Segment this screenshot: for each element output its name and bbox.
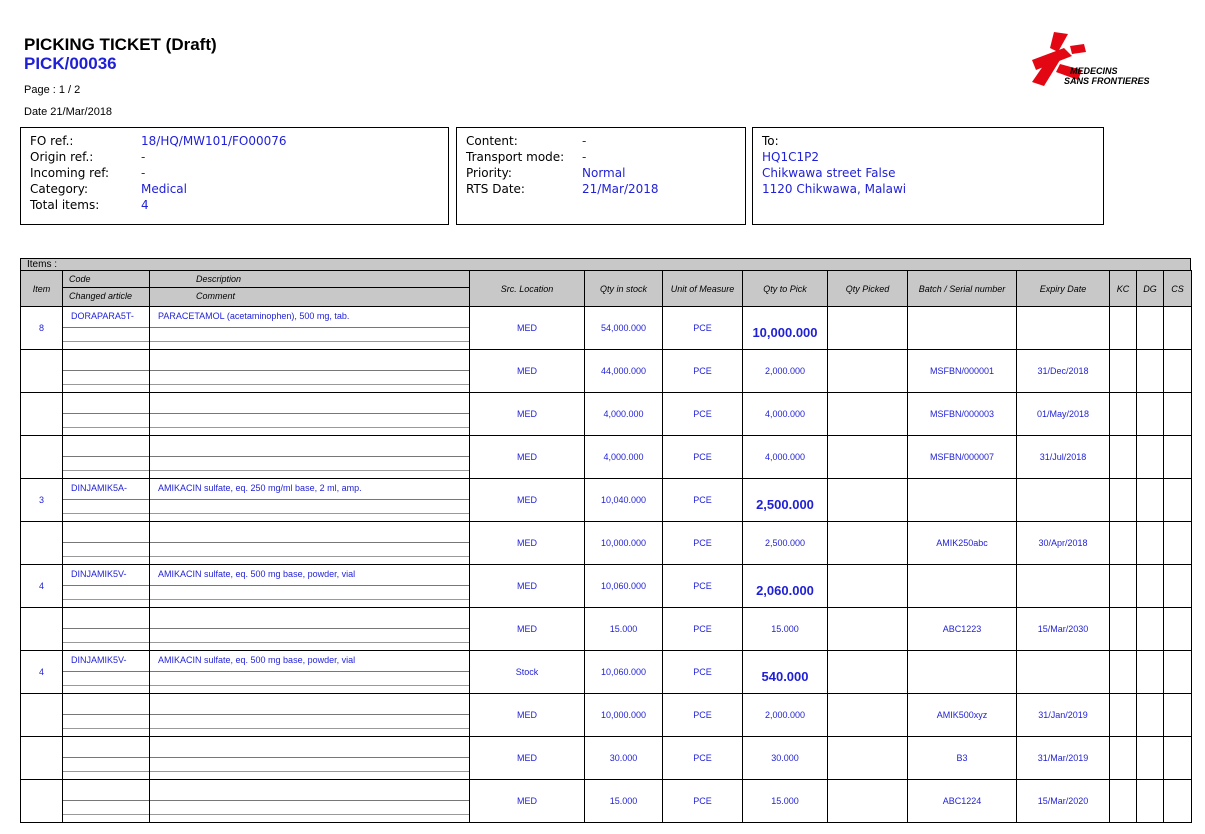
header-batch: Batch / Serial number [908,271,1017,307]
changed-article [63,414,149,428]
product-description: AMIKACIN sulfate, eq. 250 mg/ml base, 2 ml, amp. [150,479,469,500]
item-number [21,780,63,823]
product-code: DORAPARA5T- [63,307,149,328]
table-row [21,780,1192,823]
header-code-label: Code [63,271,149,288]
src-location: MED [470,350,585,393]
changed-article [63,371,149,385]
product-code [63,350,149,371]
items-body [21,307,1192,823]
header-description-label: Description [150,271,469,288]
changed-article [63,500,149,514]
src-location: MED [470,393,585,436]
src-location: MED [470,307,585,350]
info-value: Normal [582,166,626,180]
kc-flag [1110,737,1137,780]
expiry-date: 31/Mar/2019 [1017,737,1110,780]
header-code [63,271,150,307]
description-cell [150,608,470,651]
qty-to-pick: 2,060.000 [743,565,828,608]
cs-flag [1164,651,1192,694]
product-description [150,780,469,801]
code-cell [63,694,150,737]
header-qty-picked: Qty Picked [828,271,908,307]
info-value: 21/Mar/2018 [582,182,659,196]
qty-in-stock: 15.000 [585,780,663,823]
table-row [21,694,1192,737]
kc-flag [1110,436,1137,479]
table-row [21,565,1192,608]
logo-text-line2: SANS FRONTIERES [1064,76,1150,86]
items-caption: Items : [20,258,1191,270]
description-cell [150,436,470,479]
description-cell [150,651,470,694]
shipping-info-box [456,127,746,225]
code-cell [63,522,150,565]
unit-of-measure: PCE [663,479,743,522]
header-description [150,271,470,307]
info-value: Medical [141,182,187,196]
info-value: - [582,150,587,164]
item-number [21,608,63,651]
qty-in-stock: 15.000 [585,608,663,651]
qty-picked [828,608,908,651]
qty-in-stock: 4,000.000 [585,393,663,436]
qty-in-stock: 30.000 [585,737,663,780]
product-code [63,780,149,801]
unit-of-measure: PCE [663,436,743,479]
description-cell [150,522,470,565]
to-label: To: [762,134,779,148]
cs-flag [1164,479,1192,522]
item-number [21,393,63,436]
item-number: 4 [21,565,63,608]
code-cell [63,651,150,694]
unit-of-measure: PCE [663,565,743,608]
src-location: MED [470,608,585,651]
info-value: - [582,134,587,148]
qty-picked [828,307,908,350]
comment [150,371,469,385]
info-row [466,181,736,197]
table-row [21,307,1192,350]
product-code: DINJAMIK5V- [63,651,149,672]
destination-line: Chikwawa street False [762,166,896,180]
kc-flag [1110,608,1137,651]
product-description: PARACETAMOL (acetaminophen), 500 mg, tab. [150,307,469,328]
qty-to-pick: 15.000 [743,780,828,823]
qty-picked [828,737,908,780]
cs-flag [1164,522,1192,565]
header-uom: Unit of Measure [663,271,743,307]
product-description [150,737,469,758]
batch-number: MSFBN/000007 [908,436,1017,479]
unit-of-measure: PCE [663,393,743,436]
unit-of-measure: PCE [663,608,743,651]
table-row [21,651,1192,694]
dg-flag [1137,436,1164,479]
info-label: Category: [30,182,88,196]
cs-flag [1164,350,1192,393]
code-cell [63,436,150,479]
info-row [30,181,439,197]
src-location: MED [470,479,585,522]
cs-flag [1164,393,1192,436]
table-row [21,436,1192,479]
src-location: MED [470,694,585,737]
header-cs: CS [1164,271,1192,307]
changed-article [63,801,149,815]
table-row [21,737,1192,780]
dg-flag [1137,694,1164,737]
qty-to-pick: 4,000.000 [743,436,828,479]
qty-picked [828,350,908,393]
src-location: MED [470,780,585,823]
comment [150,457,469,471]
info-value: 4 [141,198,149,212]
description-cell [150,694,470,737]
item-number: 4 [21,651,63,694]
product-description [150,350,469,371]
dg-flag [1137,651,1164,694]
cs-flag [1164,780,1192,823]
item-number [21,737,63,780]
header-comment: Comment [196,291,236,301]
product-description [150,694,469,715]
qty-picked [828,436,908,479]
batch-number [908,565,1017,608]
items-section [20,258,1191,823]
dg-flag [1137,608,1164,651]
dg-flag [1137,737,1164,780]
changed-article [63,672,149,686]
comment [150,672,469,686]
product-code [63,393,149,414]
item-number [21,694,63,737]
batch-number: B3 [908,737,1017,780]
expiry-date [1017,307,1110,350]
info-row [30,165,439,181]
qty-in-stock: 44,000.000 [585,350,663,393]
description-cell [150,780,470,823]
expiry-date: 31/Jan/2019 [1017,694,1110,737]
product-code [63,737,149,758]
header-qty-in-stock: Qty in stock [585,271,663,307]
kc-flag [1110,565,1137,608]
code-cell [63,737,150,780]
qty-picked [828,651,908,694]
info-label: FO ref.: [30,134,74,148]
comment [150,414,469,428]
kc-flag [1110,651,1137,694]
header-src-location: Src. Location [470,271,585,307]
description-cell [150,565,470,608]
header-qty-to-pick: Qty to Pick [743,271,828,307]
description-cell [150,737,470,780]
product-code [63,608,149,629]
qty-to-pick: 2,500.000 [743,522,828,565]
batch-number [908,307,1017,350]
description-cell [150,479,470,522]
info-row [466,133,736,149]
comment [150,801,469,815]
qty-in-stock: 54,000.000 [585,307,663,350]
info-row [466,165,736,181]
changed-article [63,629,149,643]
cs-flag [1164,737,1192,780]
info-label: Priority: [466,166,512,180]
table-row [21,608,1192,651]
changed-article [63,758,149,772]
batch-number [908,651,1017,694]
item-number [21,522,63,565]
item-number: 3 [21,479,63,522]
qty-picked [828,780,908,823]
info-value: - [141,166,146,180]
batch-number: MSFBN/000003 [908,393,1017,436]
table-row [21,350,1192,393]
cs-flag [1164,608,1192,651]
table-header-row [21,271,1192,307]
info-label: Origin ref.: [30,150,94,164]
qty-in-stock: 10,060.000 [585,651,663,694]
product-code: DINJAMIK5V- [63,565,149,586]
qty-to-pick: 2,500.000 [743,479,828,522]
code-cell [63,393,150,436]
dg-flag [1137,780,1164,823]
expiry-date: 01/May/2018 [1017,393,1110,436]
comment [150,715,469,729]
items-table [20,270,1192,823]
document-date: Date 21/Mar/2018 [24,106,113,118]
kc-flag [1110,479,1137,522]
kc-flag [1110,780,1137,823]
cs-flag [1164,694,1192,737]
batch-number [908,479,1017,522]
page-indicator: Page : 1 / 2 [24,84,81,96]
unit-of-measure: PCE [663,350,743,393]
qty-to-pick: 4,000.000 [743,393,828,436]
src-location: MED [470,565,585,608]
expiry-date [1017,565,1110,608]
info-label: RTS Date: [466,182,525,196]
batch-number: AMIK500xyz [908,694,1017,737]
logo-text-line1: MEDECINS [1070,66,1118,76]
comment [150,500,469,514]
batch-number: ABC1223 [908,608,1017,651]
product-code [63,694,149,715]
reference-info-box [20,127,449,225]
qty-in-stock: 10,060.000 [585,565,663,608]
code-cell [63,780,150,823]
changed-article [63,586,149,600]
kc-flag [1110,694,1137,737]
dg-flag [1137,565,1164,608]
destination-line: 1120 Chikwawa, Malawi [762,182,907,196]
info-value: - [141,150,146,164]
item-number [21,350,63,393]
table-row [21,522,1192,565]
product-description: AMIKACIN sulfate, eq. 500 mg base, powder, vial [150,565,469,586]
comment [150,586,469,600]
info-label: Transport mode: [466,150,565,164]
changed-article [63,328,149,342]
info-label: Content: [466,134,518,148]
info-row [30,133,439,149]
qty-in-stock: 10,000.000 [585,694,663,737]
item-number [21,436,63,479]
batch-number: AMIK250abc [908,522,1017,565]
dg-flag [1137,479,1164,522]
expiry-date: 31/Dec/2018 [1017,350,1110,393]
picking-number: PICK/00036 [24,54,117,73]
product-description [150,436,469,457]
qty-to-pick: 2,000.000 [743,350,828,393]
src-location: Stock [470,651,585,694]
qty-in-stock: 4,000.000 [585,436,663,479]
header-expiry: Expiry Date [1017,271,1110,307]
changed-article [63,457,149,471]
description-cell [150,350,470,393]
batch-number: MSFBN/000001 [908,350,1017,393]
msf-logo [1024,30,1164,90]
info-row [30,149,439,165]
qty-to-pick: 15.000 [743,608,828,651]
code-cell [63,608,150,651]
comment [150,629,469,643]
header-kc: KC [1110,271,1137,307]
code-cell [63,307,150,350]
document-title: PICKING TICKET (Draft) [24,35,217,54]
code-cell [63,565,150,608]
item-number: 8 [21,307,63,350]
info-value: 18/HQ/MW101/FO00076 [141,134,287,148]
header-item: Item [21,271,63,307]
qty-picked [828,565,908,608]
qty-to-pick: 2,000.000 [743,694,828,737]
dg-flag [1137,307,1164,350]
product-description [150,608,469,629]
unit-of-measure: PCE [663,522,743,565]
dg-flag [1137,350,1164,393]
product-code: DINJAMIK5A- [63,479,149,500]
expiry-date: 15/Mar/2030 [1017,608,1110,651]
changed-article [63,715,149,729]
info-label: Total items: [30,198,100,212]
qty-in-stock: 10,040.000 [585,479,663,522]
destination-box [752,127,1104,225]
comment [150,328,469,342]
unit-of-measure: PCE [663,307,743,350]
src-location: MED [470,436,585,479]
expiry-date [1017,651,1110,694]
header-changed-article: Changed article [69,291,133,301]
kc-flag [1110,307,1137,350]
qty-picked [828,479,908,522]
unit-of-measure: PCE [663,737,743,780]
expiry-date: 30/Apr/2018 [1017,522,1110,565]
qty-to-pick: 10,000.000 [743,307,828,350]
unit-of-measure: PCE [663,651,743,694]
comment [150,758,469,772]
changed-article [63,543,149,557]
cs-flag [1164,565,1192,608]
qty-picked [828,393,908,436]
table-row [21,479,1192,522]
product-description [150,393,469,414]
info-label: Incoming ref: [30,166,110,180]
expiry-date [1017,479,1110,522]
product-code [63,522,149,543]
cs-flag [1164,307,1192,350]
product-description [150,522,469,543]
kc-flag [1110,522,1137,565]
cs-flag [1164,436,1192,479]
qty-picked [828,694,908,737]
qty-to-pick: 30.000 [743,737,828,780]
src-location: MED [470,522,585,565]
description-cell [150,307,470,350]
qty-to-pick: 540.000 [743,651,828,694]
product-description: AMIKACIN sulfate, eq. 500 mg base, powder, vial [150,651,469,672]
table-row [21,393,1192,436]
info-row [30,197,439,213]
kc-flag [1110,393,1137,436]
header-dg: DG [1137,271,1164,307]
destination-line: HQ1C1P2 [762,150,819,164]
src-location: MED [470,737,585,780]
expiry-date: 31/Jul/2018 [1017,436,1110,479]
code-cell [63,350,150,393]
code-cell [63,479,150,522]
batch-number: ABC1224 [908,780,1017,823]
qty-in-stock: 10,000.000 [585,522,663,565]
comment [150,543,469,557]
unit-of-measure: PCE [663,780,743,823]
info-row [466,149,736,165]
product-code [63,436,149,457]
unit-of-measure: PCE [663,694,743,737]
expiry-date: 15/Mar/2020 [1017,780,1110,823]
dg-flag [1137,522,1164,565]
description-cell [150,393,470,436]
kc-flag [1110,350,1137,393]
dg-flag [1137,393,1164,436]
qty-picked [828,522,908,565]
